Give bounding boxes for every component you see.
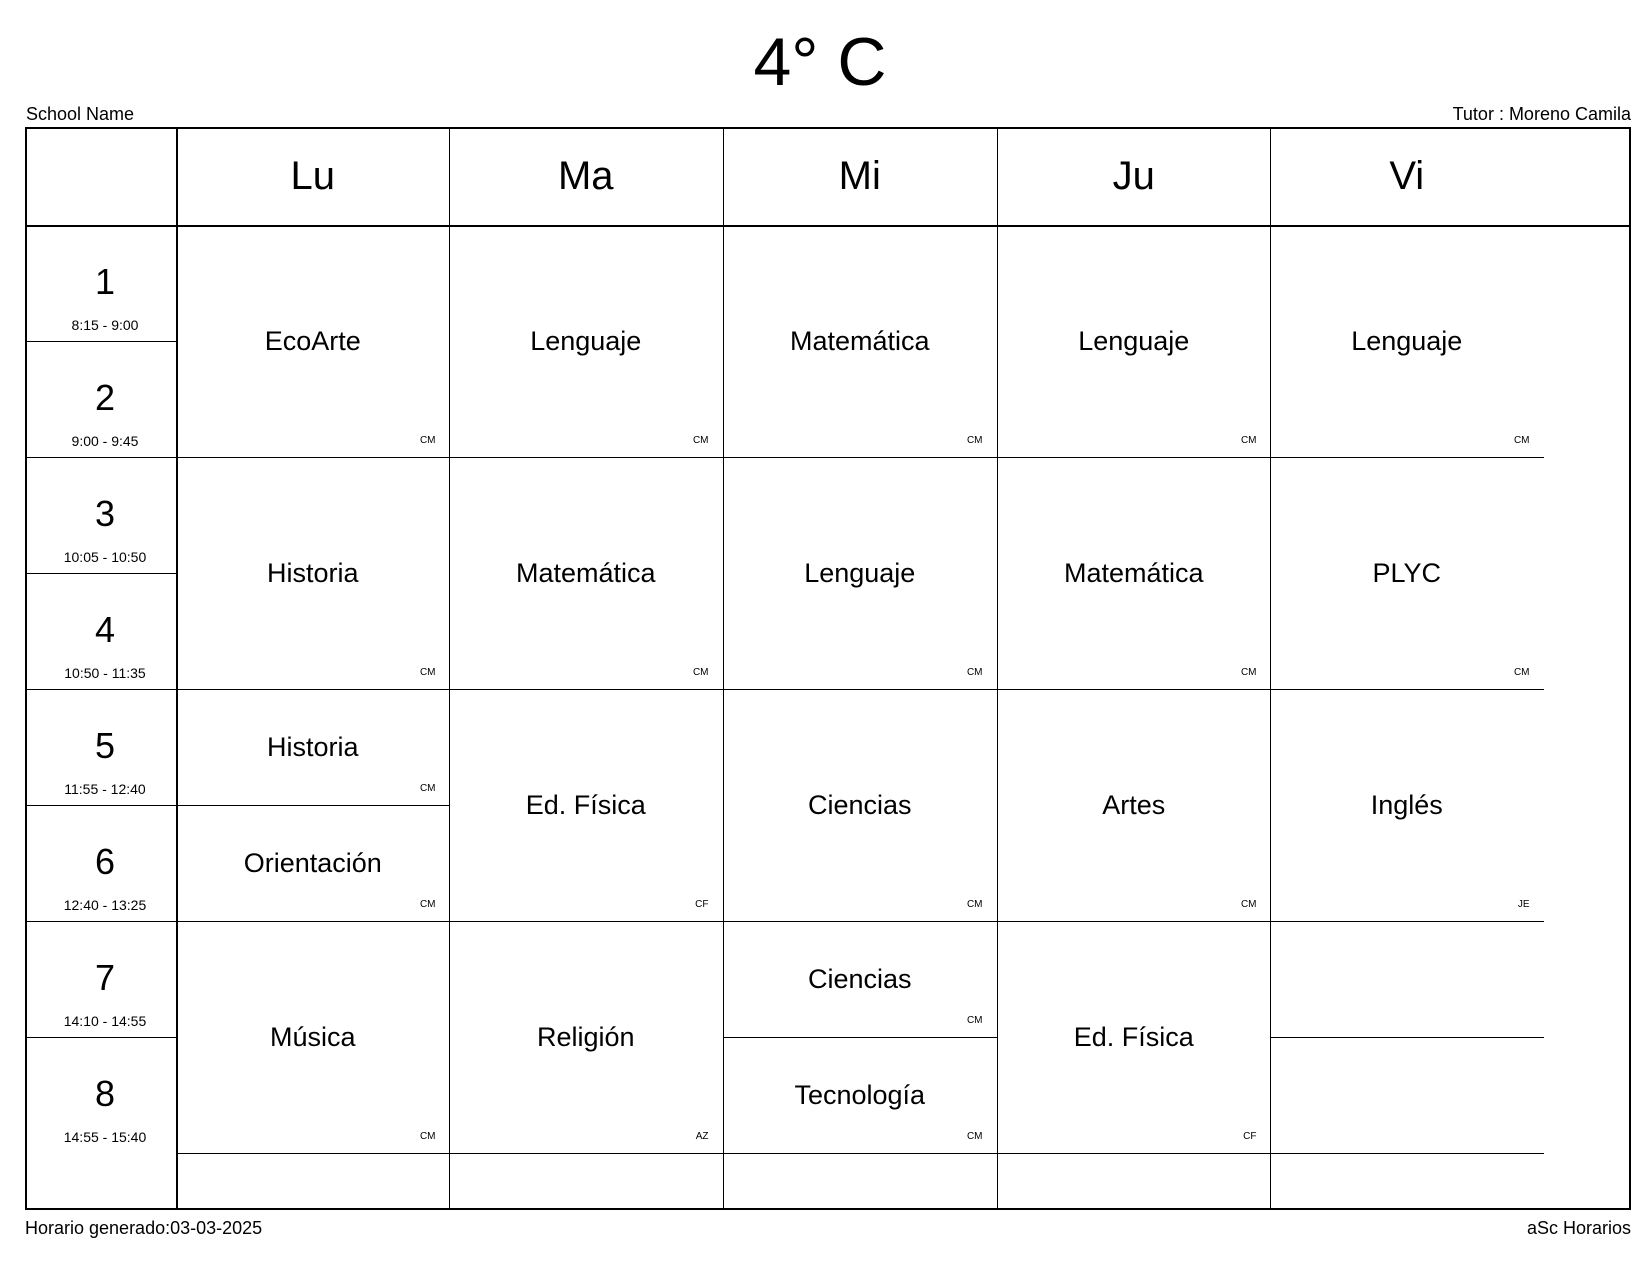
lesson-cell (723, 225, 997, 457)
lesson-cell (1270, 225, 1544, 457)
lesson-subject: Ciencias (807, 964, 912, 994)
lesson-teacher: CM (419, 1131, 436, 1142)
lesson-subject: Ed. Física (525, 790, 646, 820)
lesson-cell (997, 689, 1271, 921)
lesson-cell (997, 457, 1271, 689)
lesson-cell (449, 225, 723, 457)
period-row-divider (25, 805, 176, 806)
day-header-mi: Mi (838, 153, 881, 198)
lesson-teacher: AZ (695, 1131, 709, 1142)
lesson-divider (176, 457, 450, 458)
period-number: 5 (94, 725, 116, 766)
lesson-subject: Inglés (1370, 790, 1443, 820)
period-number: 4 (94, 609, 116, 650)
day-column-divider (449, 127, 450, 1210)
day-column-divider (723, 127, 724, 1210)
lesson-divider (723, 1153, 997, 1154)
lesson-subject: Ciencias (807, 790, 912, 820)
day-header-ma: Ma (557, 153, 614, 198)
lesson-divider (176, 689, 450, 690)
period-time: 10:05 - 10:50 (63, 549, 147, 565)
period-time: 12:40 - 13:25 (63, 897, 147, 913)
lesson-teacher: CM (692, 435, 709, 446)
lesson-subject: Ed. Física (1073, 1022, 1194, 1052)
lesson-subject: Tecnología (794, 1080, 926, 1110)
lesson-divider (1270, 1037, 1544, 1038)
period-row-divider (25, 921, 176, 922)
lesson-subject: Matemática (1063, 558, 1204, 588)
lesson-teacher: CM (1240, 899, 1257, 910)
lesson-subject: Historia (266, 558, 359, 588)
lesson-teacher: CM (966, 1015, 983, 1026)
lesson-divider (997, 921, 1271, 922)
tutor-label: Tutor : Moreno Camila (1452, 104, 1631, 124)
lesson-divider (176, 921, 450, 922)
period-time: 11:55 - 12:40 (64, 781, 146, 797)
lesson-cell (997, 225, 1271, 457)
lesson-divider (176, 805, 450, 806)
lesson-cell (723, 689, 997, 921)
lesson-cell (997, 921, 1271, 1153)
day-header-lu: Lu (290, 153, 335, 198)
header-divider (25, 225, 1631, 227)
lesson-cell (449, 457, 723, 689)
lesson-divider (449, 689, 723, 690)
lesson-cell (1270, 689, 1544, 921)
lesson-teacher: CF (695, 899, 709, 910)
lesson-subject: Lenguaje (530, 326, 642, 356)
lesson-subject: EcoArte (264, 326, 361, 356)
lesson-cell (176, 689, 450, 805)
lesson-divider (723, 1037, 997, 1038)
day-header-ju: Ju (1112, 153, 1155, 198)
lesson-subject: Lenguaje (1078, 326, 1190, 356)
lesson-teacher: CM (1513, 667, 1530, 678)
school-name: School Name (26, 104, 135, 124)
period-row-divider (25, 457, 176, 458)
lesson-divider (449, 457, 723, 458)
software-name: aSc Horarios (1526, 1218, 1631, 1238)
lesson-cell (176, 805, 450, 921)
lesson-subject: PLYC (1372, 558, 1442, 588)
lesson-subject: Matemática (515, 558, 656, 588)
lesson-subject: Lenguaje (804, 558, 916, 588)
lesson-divider (723, 689, 997, 690)
period-row-divider (25, 1037, 176, 1038)
lesson-cell (723, 457, 997, 689)
period-time: 14:10 - 14:55 (63, 1013, 147, 1029)
lesson-teacher: JE (1517, 899, 1530, 910)
lesson-divider (723, 921, 997, 922)
lesson-subject: Orientación (243, 848, 382, 878)
period-number: 7 (94, 957, 116, 998)
lesson-divider (723, 457, 997, 458)
period-time: 14:55 - 15:40 (63, 1129, 147, 1145)
lesson-subject: Religión (536, 1022, 635, 1052)
lesson-teacher: CM (966, 435, 983, 446)
lesson-teacher: CF (1243, 1131, 1257, 1142)
timetable-title: 4° C (753, 24, 887, 100)
lesson-cell (723, 1037, 997, 1153)
lesson-cell (1270, 457, 1544, 689)
period-number: 6 (94, 841, 116, 882)
period-number: 8 (94, 1073, 116, 1114)
period-number: 3 (94, 493, 116, 534)
period-row-divider (25, 573, 176, 574)
period-time: 10:50 - 11:35 (64, 665, 146, 681)
lesson-cell (176, 457, 450, 689)
lesson-teacher: CM (1513, 435, 1530, 446)
lesson-divider (997, 457, 1271, 458)
lesson-subject: Música (269, 1022, 356, 1052)
period-column-divider (176, 127, 178, 1210)
lesson-divider (997, 1153, 1271, 1154)
day-column-divider (1270, 127, 1271, 1210)
lesson-teacher: CM (966, 1131, 983, 1142)
period-time: 8:15 - 9:00 (71, 317, 139, 333)
lesson-teacher: CM (966, 899, 983, 910)
lesson-divider (1270, 689, 1544, 690)
lesson-cell (176, 921, 450, 1153)
lesson-teacher: CM (1240, 667, 1257, 678)
lesson-teacher: CM (692, 667, 709, 678)
period-time: 9:00 - 9:45 (71, 433, 139, 449)
period-row-divider (25, 341, 176, 342)
period-row-divider (25, 689, 176, 690)
lesson-divider (176, 1153, 450, 1154)
lesson-teacher: CM (419, 783, 436, 794)
period-number: 2 (94, 377, 116, 418)
lesson-subject: Matemática (789, 326, 930, 356)
day-header-vi: Vi (1389, 153, 1425, 198)
lesson-subject: Artes (1102, 790, 1166, 820)
lesson-cell (449, 921, 723, 1153)
lesson-divider (1270, 457, 1544, 458)
lesson-subject: Lenguaje (1351, 326, 1463, 356)
lesson-divider (1270, 1153, 1544, 1154)
period-number: 1 (94, 261, 116, 302)
lesson-cell (1270, 921, 1544, 1037)
lesson-subject: Historia (266, 732, 359, 762)
lesson-teacher: CM (419, 435, 436, 446)
lesson-teacher: CM (966, 667, 983, 678)
day-column-divider (997, 127, 998, 1210)
lesson-divider (449, 1153, 723, 1154)
lesson-cell (176, 225, 450, 457)
lesson-divider (997, 689, 1271, 690)
lesson-cell (723, 921, 997, 1037)
timetable-grid (25, 127, 1631, 1210)
lesson-divider (1270, 921, 1544, 922)
generated-date: Horario generado:03-03-2025 (25, 1218, 263, 1238)
lesson-teacher: CM (419, 667, 436, 678)
lesson-teacher: CM (419, 899, 436, 910)
lesson-teacher: CM (1240, 435, 1257, 446)
lesson-cell (449, 689, 723, 921)
lesson-divider (449, 921, 723, 922)
lesson-cell (1270, 1037, 1544, 1153)
